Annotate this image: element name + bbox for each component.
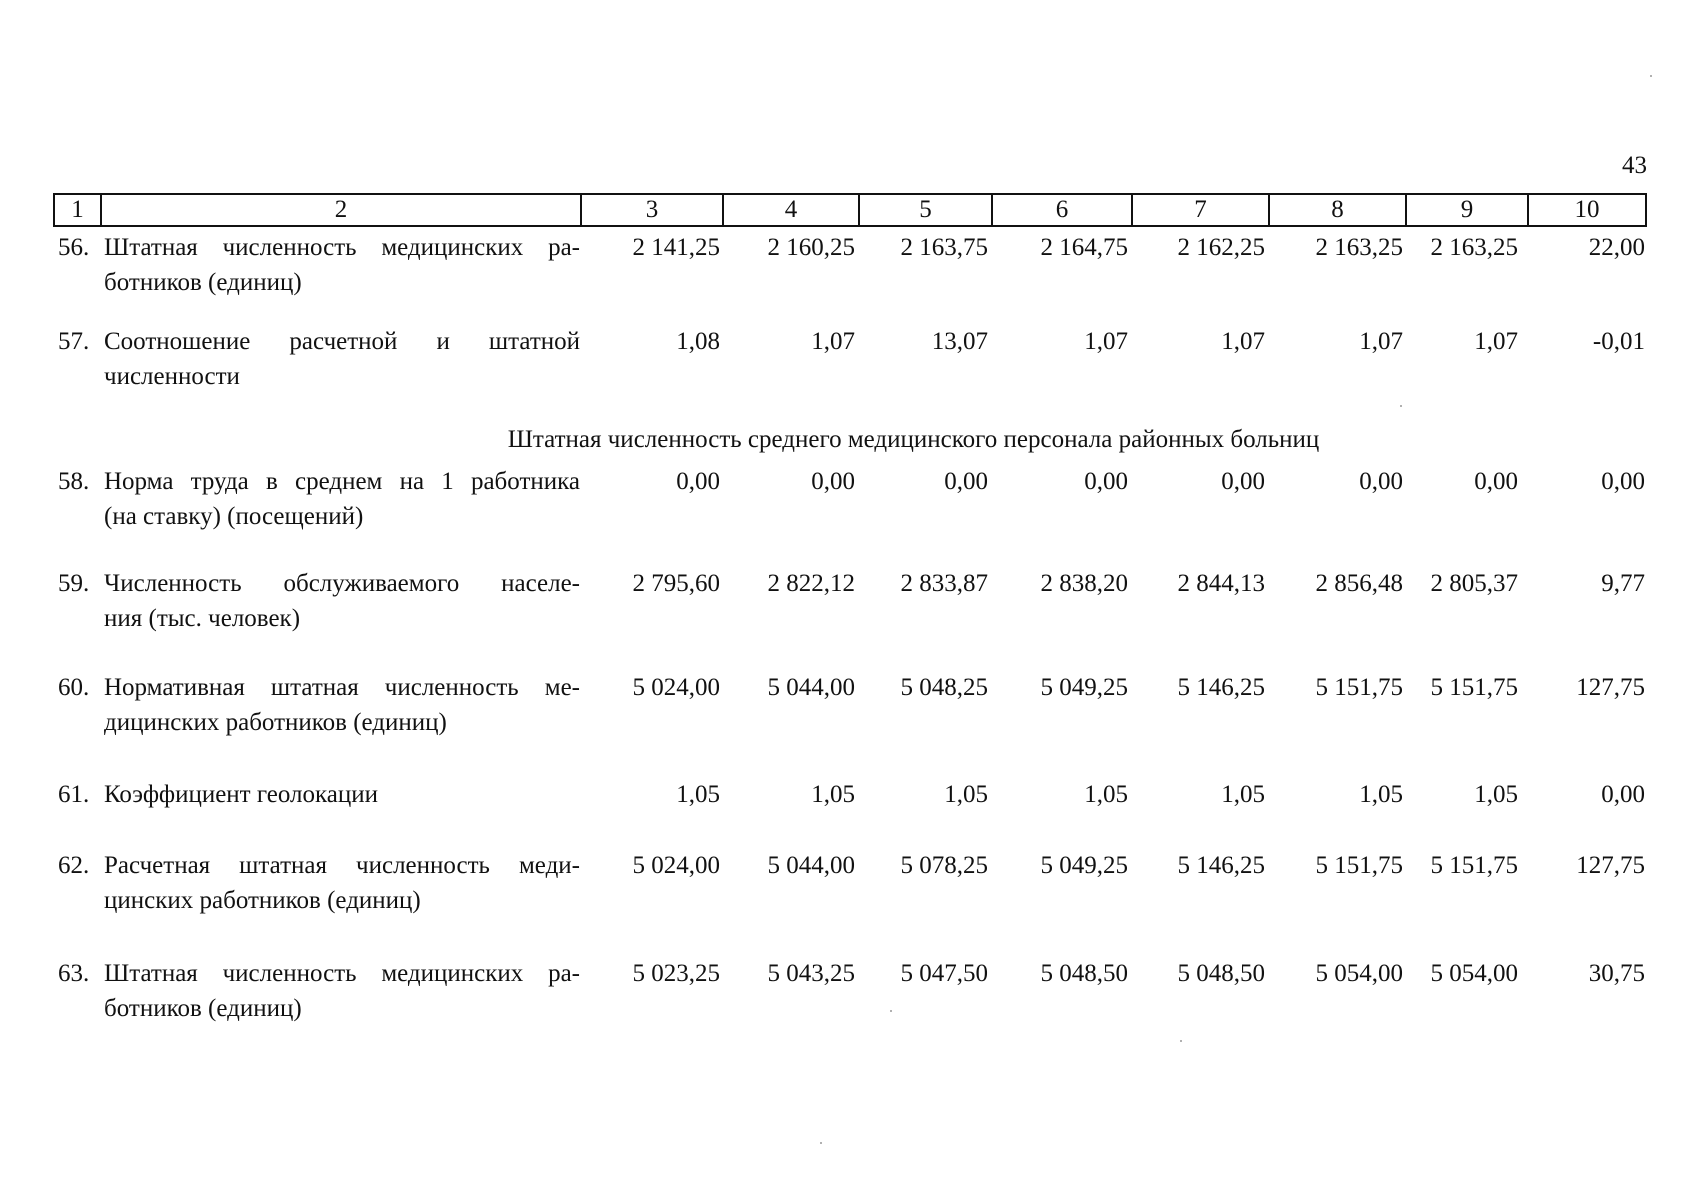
header-col-10: 10 [1527,195,1645,225]
row-label [104,324,580,394]
row-value-col-5: 5 047,50 [900,960,988,987]
row-value-col-10: 0,00 [1601,468,1645,495]
row-label-line: ботников (единиц) [104,995,302,1022]
scan-speck [890,1010,892,1012]
row-value-col-5: 5 078,25 [900,852,988,879]
row-value-col-3: 1,05 [676,781,720,808]
header-col-8: 8 [1268,195,1405,225]
row-value-col-3: 5 024,00 [632,674,720,701]
row-value-col-4: 5 043,25 [767,960,855,987]
row-value-col-10: 22,00 [1588,234,1645,261]
row-value-col-4: 2 822,12 [767,570,855,597]
scan-speck [1400,405,1402,407]
row-value-col-4: 0,00 [811,468,855,495]
row-label [104,848,580,918]
row-value-col-3: 2 141,25 [632,234,720,261]
row-label-line: Коэффициент геолокации [104,781,379,808]
row-value-col-6: 2 164,75 [1040,234,1128,261]
header-col-6: 6 [991,195,1131,225]
row-value-col-3: 5 024,00 [632,852,720,879]
row-value-col-7: 1,07 [1221,328,1265,355]
row-value-col-6: 5 049,25 [1040,674,1128,701]
row-label [104,566,580,636]
row-number: 58. [58,468,90,495]
row-value-col-6: 5 049,25 [1040,852,1128,879]
row-value-col-7: 5 048,50 [1177,960,1265,987]
row-value-col-4: 1,05 [811,781,855,808]
row-label-line: ния (тыс. человек) [104,605,301,632]
row-label [104,956,580,1026]
row-label [104,464,580,534]
row-value-col-6: 1,05 [1084,781,1128,808]
row-value-col-6: 0,00 [1084,468,1128,495]
row-value-col-9: 5 151,75 [1430,852,1518,879]
table-header-row [53,193,1647,227]
row-label-line: Численность обслуживаемого населе- [104,570,580,597]
row-value-col-8: 1,05 [1359,781,1403,808]
row-value-col-5: 13,07 [931,328,988,355]
scan-speck [1650,75,1652,77]
row-number: 56. [58,234,90,261]
header-col-5: 5 [858,195,991,225]
row-value-col-10: 0,00 [1601,781,1645,808]
row-number: 62. [58,852,90,879]
row-label-line: Расчетная штатная численность меди- [104,852,580,879]
row-value-col-7: 5 146,25 [1177,674,1265,701]
row-label [104,230,580,300]
row-value-col-5: 5 048,25 [900,674,988,701]
row-value-col-7: 1,05 [1221,781,1265,808]
row-label-line: Штатная численность медицинских ра- [104,234,580,261]
row-label-line: (на ставку) (посещений) [104,503,364,530]
row-value-col-8: 5 054,00 [1315,960,1403,987]
scan-speck [1180,1040,1182,1042]
row-value-col-7: 2 162,25 [1177,234,1265,261]
row-value-col-10: 9,77 [1601,570,1645,597]
row-value-col-7: 0,00 [1221,468,1265,495]
row-value-col-8: 5 151,75 [1315,674,1403,701]
section-title: Штатная численность среднего медицинского персонала районных больниц [507,426,1320,453]
row-value-col-9: 5 151,75 [1430,674,1518,701]
row-value-col-4: 5 044,00 [767,674,855,701]
row-value-col-7: 5 146,25 [1177,852,1265,879]
row-value-col-10: 30,75 [1588,960,1645,987]
row-value-col-8: 0,00 [1359,468,1403,495]
header-col-2: 2 [100,195,580,225]
header-col-3: 3 [580,195,722,225]
header-col-1: 1 [71,196,84,223]
row-label-line: ботников (единиц) [104,269,302,296]
row-value-col-10: 127,75 [1576,852,1645,879]
row-label-line: цинских работников (единиц) [104,887,421,914]
row-value-col-9: 2 163,25 [1430,234,1518,261]
row-value-col-4: 2 160,25 [767,234,855,261]
row-value-col-9: 5 054,00 [1430,960,1518,987]
row-value-col-3: 2 795,60 [632,570,720,597]
page-number: 43 [1622,152,1647,179]
row-value-col-6: 2 838,20 [1040,570,1128,597]
row-label-line: Соотношение расчетной и штатной [104,328,580,355]
row-value-col-5: 2 163,75 [900,234,988,261]
row-value-col-3: 5 023,25 [632,960,720,987]
row-value-col-5: 2 833,87 [900,570,988,597]
row-value-col-6: 1,07 [1084,328,1128,355]
row-value-col-9: 2 805,37 [1430,570,1518,597]
row-number: 63. [58,960,90,987]
row-value-col-9: 1,05 [1474,781,1518,808]
row-value-col-4: 1,07 [811,328,855,355]
row-value-col-10: -0,01 [1592,328,1645,355]
row-value-col-5: 1,05 [944,781,988,808]
row-label-line: Норма труда в среднем на 1 работника [104,468,580,495]
row-label-line: дицинских работников (единиц) [104,709,447,736]
header-col-9: 9 [1405,195,1527,225]
row-value-col-8: 5 151,75 [1315,852,1403,879]
row-value-col-6: 5 048,50 [1040,960,1128,987]
row-label-line: Нормативная штатная численность ме- [104,674,580,701]
row-number: 61. [58,781,90,808]
row-value-col-3: 1,08 [676,328,720,355]
row-value-col-8: 1,07 [1359,328,1403,355]
row-value-col-10: 127,75 [1576,674,1645,701]
row-value-col-3: 0,00 [676,468,720,495]
row-value-col-9: 1,07 [1474,328,1518,355]
row-label [104,670,580,740]
row-label-line: Штатная численность медицинских ра- [104,960,580,987]
row-value-col-8: 2 856,48 [1315,570,1403,597]
row-value-col-9: 0,00 [1474,468,1518,495]
row-label [104,777,580,812]
row-value-col-5: 0,00 [944,468,988,495]
row-number: 59. [58,570,90,597]
row-value-col-4: 5 044,00 [767,852,855,879]
row-label-line: численности [104,363,240,390]
scan-speck [820,1142,822,1144]
row-value-col-8: 2 163,25 [1315,234,1403,261]
header-col-7: 7 [1131,195,1268,225]
row-number: 57. [58,328,90,355]
row-value-col-7: 2 844,13 [1177,570,1265,597]
row-number: 60. [58,674,90,701]
header-col-4: 4 [722,195,858,225]
